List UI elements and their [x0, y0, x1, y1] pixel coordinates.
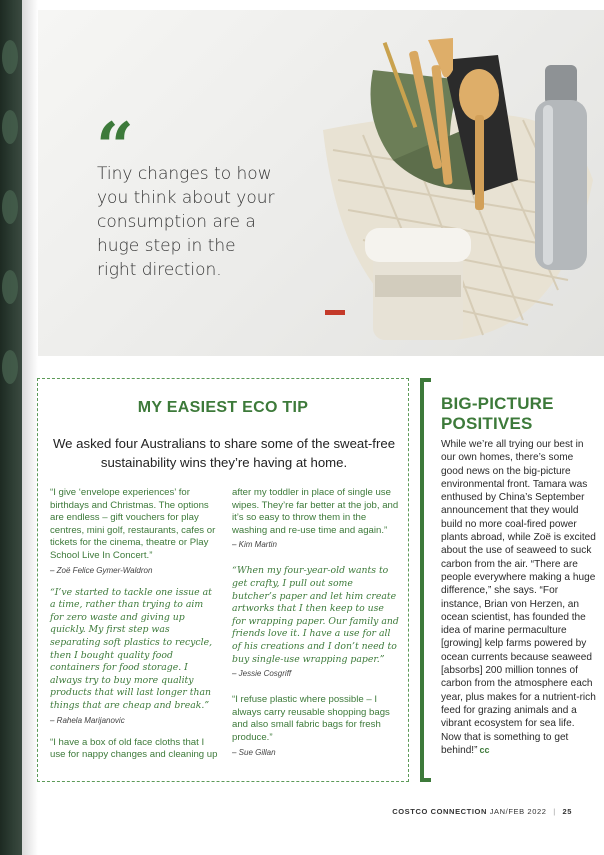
footer-separator: | — [553, 807, 556, 816]
eco-tip-panel — [37, 378, 409, 782]
leaf-shape — [2, 110, 18, 144]
footer-brand: COSTCO CONNECTION — [392, 807, 488, 816]
tip-text: “When my four-year-old wants to get crafty, I pull out some butcher’s paper and let him create artworks that I then keep to use for wrapping paper. Our family and friends love it. I have a use for all of his creations and I don’t need to buy single-use wrapping paper.” — [232, 565, 399, 665]
tip-author: – Sue Gillan — [232, 747, 276, 757]
tip-entry — [50, 737, 218, 762]
leaf-shape — [2, 350, 18, 384]
page-fold-shadow — [22, 0, 38, 855]
mesh-bag-illustration — [303, 10, 604, 356]
tip-entry — [50, 487, 218, 575]
pull-quote: Tiny changes to how you think about your consumption are a huge step in the right direction. — [97, 164, 275, 280]
footer-issue: JAN/FEB 2022 — [489, 807, 547, 816]
hero-photo — [38, 10, 604, 356]
tip-text: “I’ve started to tackle one issue at a time, rather than trying to aim for zero waste and giving up quickly. My first step was separating soft plastics to recycle, then I bought quality food containers for food storage. I always try to buy more quality products that will last longer than things that are cheap and break.” — [50, 586, 213, 711]
page-footer — [392, 807, 572, 816]
tips-column-left — [50, 487, 218, 774]
tip-author: – Rahela Marijanovic — [50, 715, 125, 725]
leaf-shape — [2, 190, 18, 224]
tip-text: after my toddler in place of single use wipes. They’re far better at the job, and it’s so easy to throw them in the washing and re-use time and again.” — [232, 487, 399, 536]
leaf-shape — [2, 40, 18, 74]
page-number: 25 — [562, 807, 572, 816]
tip-author: – Zoë Felice Gymer-Waldron — [50, 565, 153, 575]
tip-text: “I refuse plastic where possible – I always carry reusable shopping bags and also small fabric bags for fresh produce.” — [232, 694, 390, 743]
tips-column-right — [232, 487, 400, 769]
tip-text: “I give ‘envelope experiences’ for birthdays and Christmas. The options are endless – gift vouchers for play centres, mini golf, restaurants, cafes or tickets for the cinema, theatre or Play School Live In Concert.” — [50, 487, 216, 561]
tip-author: – Kim Martin — [232, 540, 277, 550]
quote-mark-icon: “ — [96, 108, 128, 186]
section-intro: We asked four Australians to share some of the sweat-free sustainability wins they’re having at home. — [52, 436, 396, 470]
left-edge-foliage — [0, 0, 22, 855]
section-title: MY EASIEST ECO TIP — [137, 399, 309, 416]
tip-entry — [232, 565, 400, 678]
sidebar-body — [441, 438, 597, 757]
sidebar-body-text: While we’re all trying our best in our own homes, there’s some good news on the big-picture environmental front. Tamara was enthused by China’s September announcement that they would build no more coal-fired power plants abroad, while Zoë is excited about the use of seaweed to suck carbon from the air. “There are people everywhere making a huge difference,” she says. “For instance, Brian von Herzen, an ocean scientist, has founded the idea of marine permaculture [growing] kelp farms powered by ocean currents because seaweed [absorbs] 200 million tonnes of carbon from the atmosphere each year, plus makes for a nutrient-rich feed for grazing animals and a vibrant ecosystem for sea life. Now that is something to get behind!” — [441, 439, 596, 756]
leaf-shape — [2, 270, 18, 304]
sidebar-bracket — [420, 378, 431, 782]
tip-author: – Jessie Cosgriff — [232, 669, 292, 679]
tip-entry — [50, 587, 218, 725]
sidebar-title: BIG-PICTURE POSITIVES — [441, 394, 554, 433]
end-mark-icon: cc — [479, 744, 490, 755]
tip-entry — [232, 694, 400, 756]
tip-text: “I have a box of old face cloths that I use for nappy changes and cleaning up — [50, 736, 218, 761]
tip-entry — [232, 487, 400, 549]
